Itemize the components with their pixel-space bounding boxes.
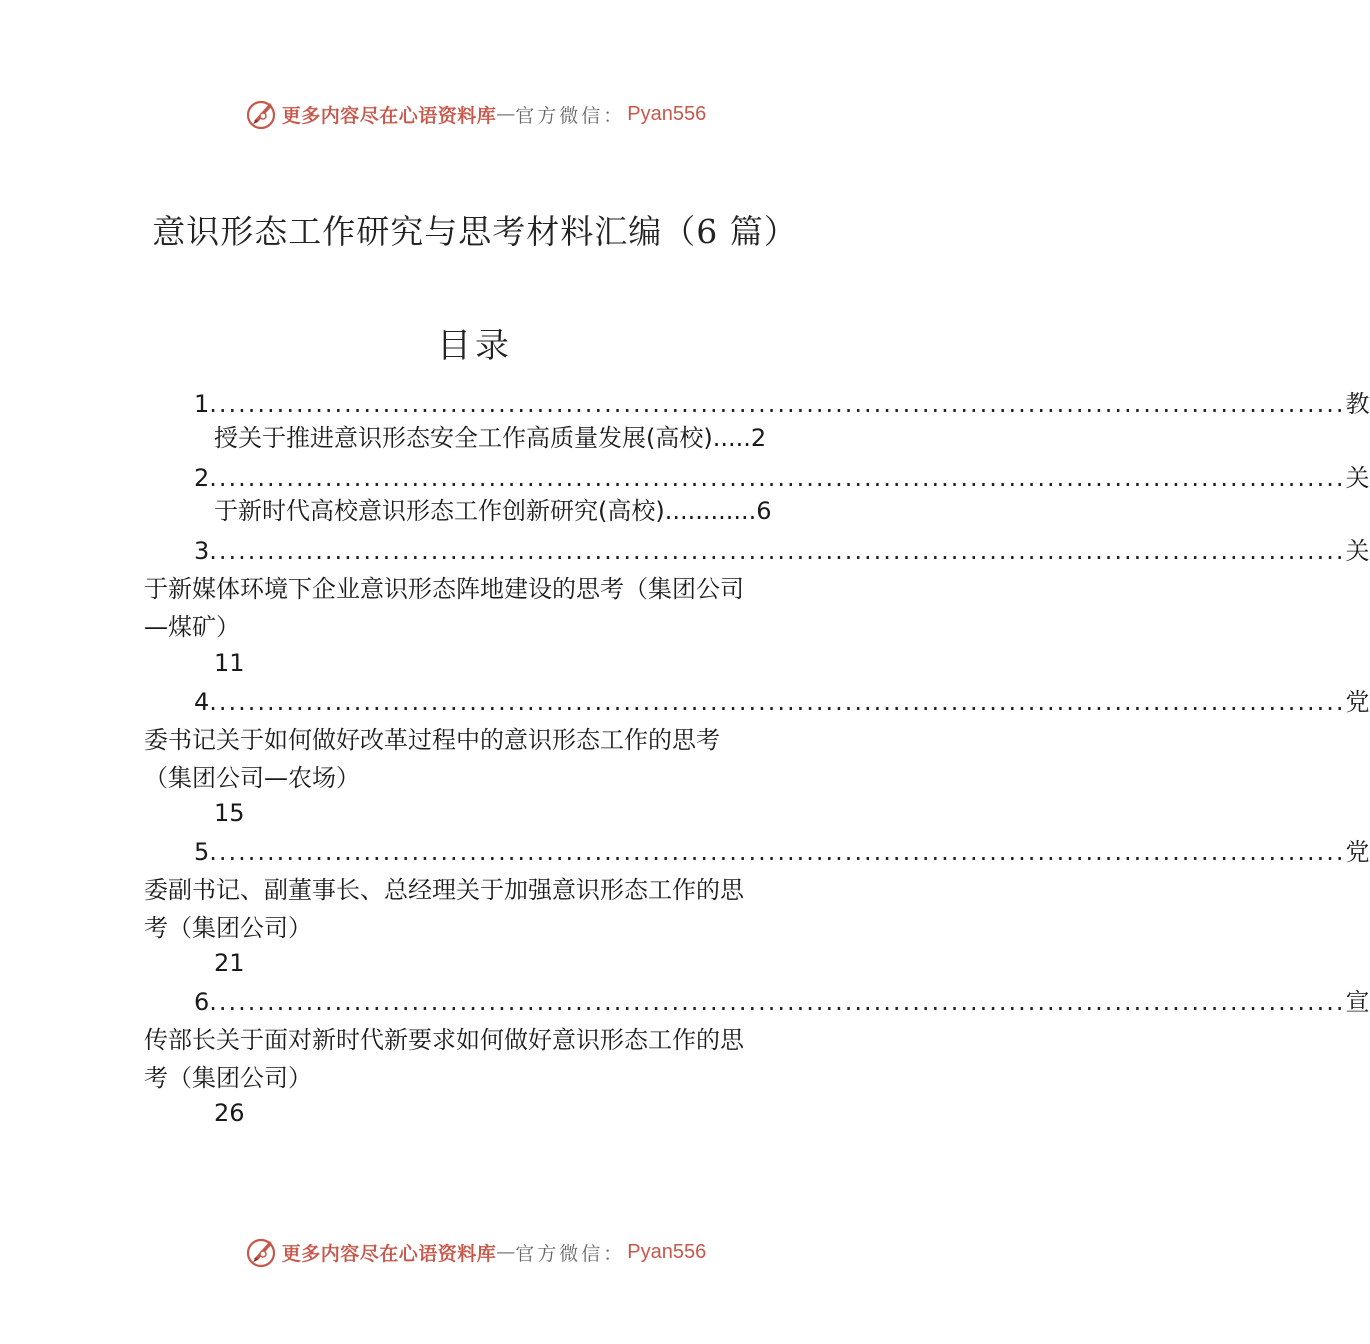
toc-leader-dots: ...................................................................................................................... xyxy=(209,988,1346,1016)
toc-entry-6-line1[interactable] xyxy=(194,984,1370,1020)
quill-logo-icon xyxy=(244,1235,278,1269)
toc-entry-number: 5 xyxy=(194,838,210,866)
toc-entry-page: 21 xyxy=(214,949,245,977)
toc-leader-dots: ...................................................................................................................... xyxy=(209,390,1346,418)
banner-wechat-id: Pyan556 xyxy=(627,102,707,125)
toc-entry-first-char: 关 xyxy=(1345,537,1370,565)
banner-separator: — xyxy=(496,103,516,125)
footer-banner xyxy=(0,1232,950,1272)
toc-entry-2-line1[interactable] xyxy=(194,460,1370,496)
toc-entry-page: 11 xyxy=(214,649,245,677)
toc-entry-4-line3: （集团公司—农场） xyxy=(144,764,360,792)
toc-leader-dots: ...................................................................................................................... xyxy=(209,688,1346,716)
banner-wechat-id: Pyan556 xyxy=(627,1240,707,1263)
toc-leader-dots: ............ xyxy=(664,497,757,525)
toc-entry-4-line2: 委书记关于如何做好改革过程中的意识形态工作的思考 xyxy=(144,726,720,754)
toc-entry-first-char: 宣 xyxy=(1345,988,1370,1016)
toc-leader-dots: ...................................................................................................................... xyxy=(209,537,1346,565)
toc-entry-number: 2 xyxy=(194,464,210,492)
toc-entry-4-line1[interactable] xyxy=(194,684,1370,720)
toc-entry-page: 26 xyxy=(214,1099,245,1127)
banner-text: 更多内容尽在心语资料库 xyxy=(281,1242,497,1265)
toc-entry-page: 6 xyxy=(756,497,772,525)
toc-leader-dots: ...................................................................................................................... xyxy=(209,838,1346,866)
banner-text: 更多内容尽在心语资料库 xyxy=(281,104,497,127)
toc-entry-title: 授关于推进意识形态安全工作高质量发展(高校) xyxy=(214,424,713,452)
toc-entry-1-line2[interactable] xyxy=(214,420,766,456)
toc-entry-3-line3: —煤矿） xyxy=(144,613,240,641)
toc-entry-1-line1[interactable] xyxy=(194,386,1370,422)
document-title: 意识形态工作研究与思考材料汇编（6 篇） xyxy=(152,212,798,251)
quill-logo-icon xyxy=(244,97,278,131)
toc-entry-5-line2: 委副书记、副董事长、总经理关于加强意识形态工作的思 xyxy=(144,876,744,904)
toc-entry-page: 2 xyxy=(750,424,767,452)
toc-entry-number: 1 xyxy=(194,390,210,418)
toc-leader-dots: ..... xyxy=(712,424,751,452)
toc-entry-3-line1[interactable] xyxy=(194,533,1370,569)
banner-official-label: 官方微信： xyxy=(515,104,626,127)
toc-entry-first-char: 党 xyxy=(1345,688,1370,716)
toc-entry-title: 于新时代高校意识形态工作创新研究(高校) xyxy=(214,497,665,525)
toc-entry-6-line3: 考（集团公司） xyxy=(144,1064,312,1092)
toc-entry-number: 3 xyxy=(194,537,210,565)
toc-entry-5-line3: 考（集团公司） xyxy=(144,914,312,942)
toc-entry-number: 6 xyxy=(194,988,210,1016)
toc-entry-page: 15 xyxy=(214,799,245,827)
toc-leader-dots: ...................................................................................................................... xyxy=(209,464,1346,492)
toc-entry-first-char: 党 xyxy=(1345,838,1370,866)
toc-entry-3-line2: 于新媒体环境下企业意识形态阵地建设的思考（集团公司 xyxy=(144,575,744,603)
toc-entry-first-char: 教 xyxy=(1345,390,1370,418)
toc-entry-6-line2: 传部长关于面对新时代新要求如何做好意识形态工作的思 xyxy=(144,1026,744,1054)
toc-entry-number: 4 xyxy=(194,688,210,716)
toc-entry-2-line2[interactable] xyxy=(214,493,772,529)
toc-entry-first-char: 关 xyxy=(1345,464,1370,492)
banner-separator: — xyxy=(496,1241,516,1263)
header-banner xyxy=(0,94,950,134)
toc-heading: 目录 xyxy=(437,326,513,366)
toc-entry-5-line1[interactable] xyxy=(194,834,1370,870)
banner-official-label: 官方微信： xyxy=(515,1242,626,1265)
